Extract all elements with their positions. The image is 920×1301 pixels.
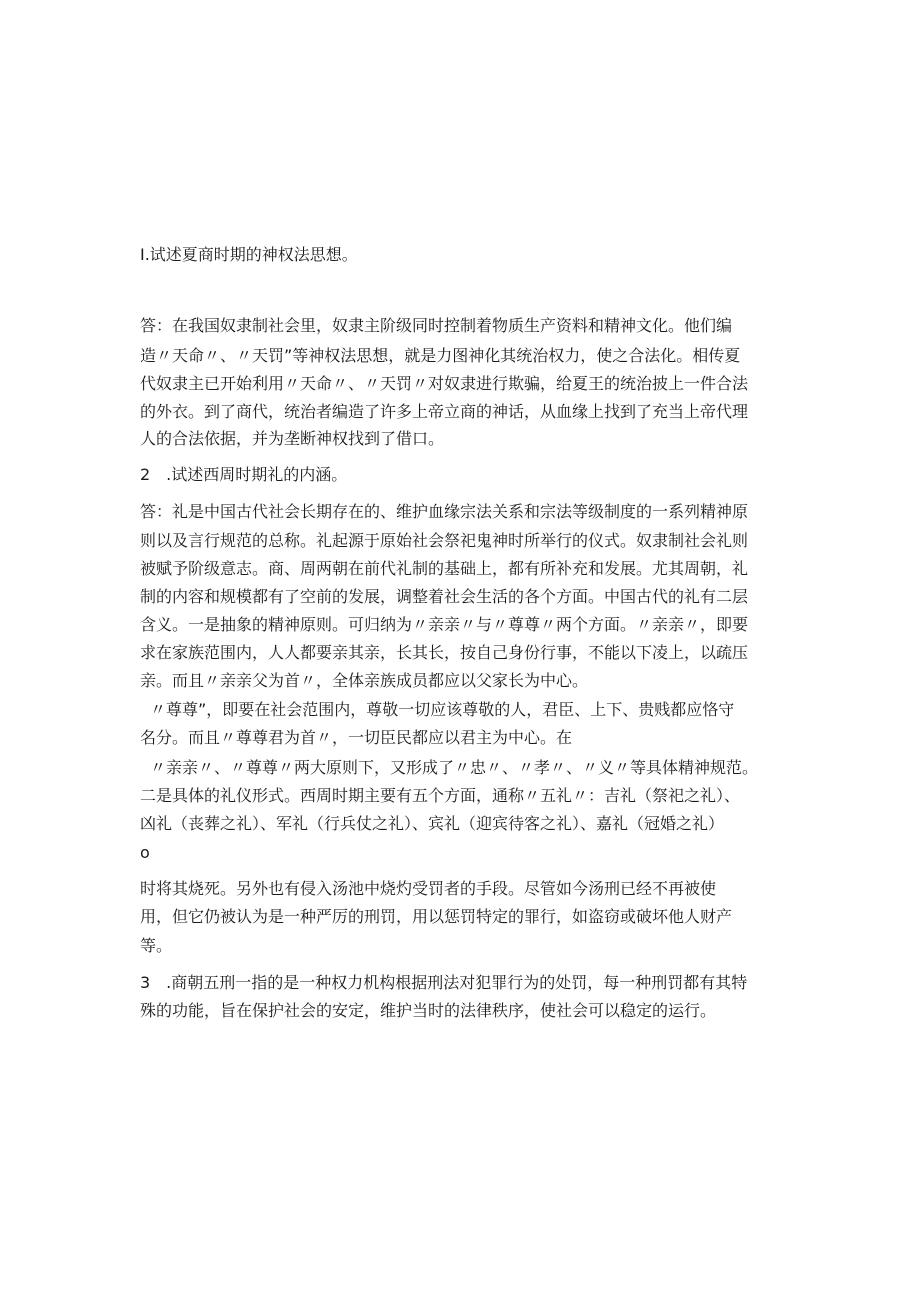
q3-line: 3 .商朝五刑一指的是一种权力机构根据刑法对犯罪行为的处罚，每一种刑罚都有其特 xyxy=(140,973,748,992)
q2-answer-line: 含义。一是抽象的精神原则。可归纳为〃亲亲〃与〃尊尊〃两个方面。〃亲亲〃，即要 xyxy=(140,615,749,634)
fragment-line: 用，但它仍被认为是一种严厉的刑罚，用以惩罚特定的罪行，如盗窃或破坏他人财产 xyxy=(140,907,733,926)
q1-answer-line: 代奴隶主已开始利用〃天命〃、〃天罚〃对奴隶进行欺骗，给夏王的统治披上一件合法 xyxy=(140,374,749,393)
q1-title: I.试述夏商时期的神权法思想。 xyxy=(140,245,358,264)
q1-answer-line: 造〃天命〃、〃天罚”等神权法思想，就是力图神化其统治权力，使之合法化。相传夏 xyxy=(140,346,741,365)
q2-answer-line: 名分。而且〃尊尊君为首〃，一切臣民都应以君主为中心。在 xyxy=(140,728,573,747)
q2-answer-line: 凶礼（丧葬之礼）、军礼（行兵仗之礼）、宾礼（迎宾待客之礼）、嘉礼（冠婚之礼） xyxy=(140,814,725,833)
q2-answer-line: 求在家族范围内，人人都要亲其亲，长其长，按自己身份行事，不能以下凌上，以疏压 xyxy=(140,643,749,662)
q2-answer-line: 〃尊尊”，即要在社会范围内，尊敬一切应该尊敬的人，君臣、上下、贵贱都应恪守 xyxy=(150,700,735,719)
q2-answer-line: 制的内容和规模都有了空前的发展，调整着社会生活的各个方面。中国古代的礼有二层 xyxy=(140,587,749,606)
q3-line: 殊的功能，旨在保护社会的安定，维护当时的法律秩序，使社会可以稳定的运行。 xyxy=(140,1001,717,1020)
q2-title: 2 .试述西周时期礼的内涵。 xyxy=(140,465,348,484)
q1-answer-line: 答：在我国奴隶制社会里，奴隶主阶级同时控制着物质生产资料和精神文化。他们编 xyxy=(140,316,733,335)
q2-answer-line: o xyxy=(140,843,150,862)
q1-answer-line: 的外衣。到了商代，统治者编造了许多上帝立商的神话，从血缘上找到了充当上帝代理 xyxy=(140,402,749,421)
q2-answer-line: 答：礼是中国古代社会长期存在的、维护血缘宗法关系和宗法等级制度的一系列精神原 xyxy=(140,502,749,521)
q2-answer-line: 亲。而且〃亲亲父为首〃，全体亲族成员都应以父家长为中心。 xyxy=(140,671,589,690)
q2-answer-line: 〃亲亲〃、〃尊尊〃两大原则下，又形成了〃忠〃、〃孝〃、〃义〃等具体精神规范。 xyxy=(150,758,759,777)
fragment-line: 等。 xyxy=(140,936,173,955)
q2-answer-line: 二是具体的礼仪形式。西周时期主要有五个方面，通称〃五礼〃：吉礼（祭祀之礼）、 xyxy=(140,786,741,805)
fragment-line: 时将其烧死。另外也有侵入汤池中烧灼受罚者的手段。尽管如今汤刑已经不再被使 xyxy=(140,879,717,898)
q1-answer-line: 人的合法依据，并为垄断神权找到了借口。 xyxy=(140,429,445,448)
q2-answer-line: 则以及言行规范的总称。礼起源于原始社会祭祀鬼神时所举行的仪式。奴隶制社会礼则 xyxy=(140,531,749,550)
q2-answer-line: 被赋予阶级意志。商、周两朝在前代礼制的基础上，都有所补充和发展。尤其周朝，礼 xyxy=(140,559,749,578)
